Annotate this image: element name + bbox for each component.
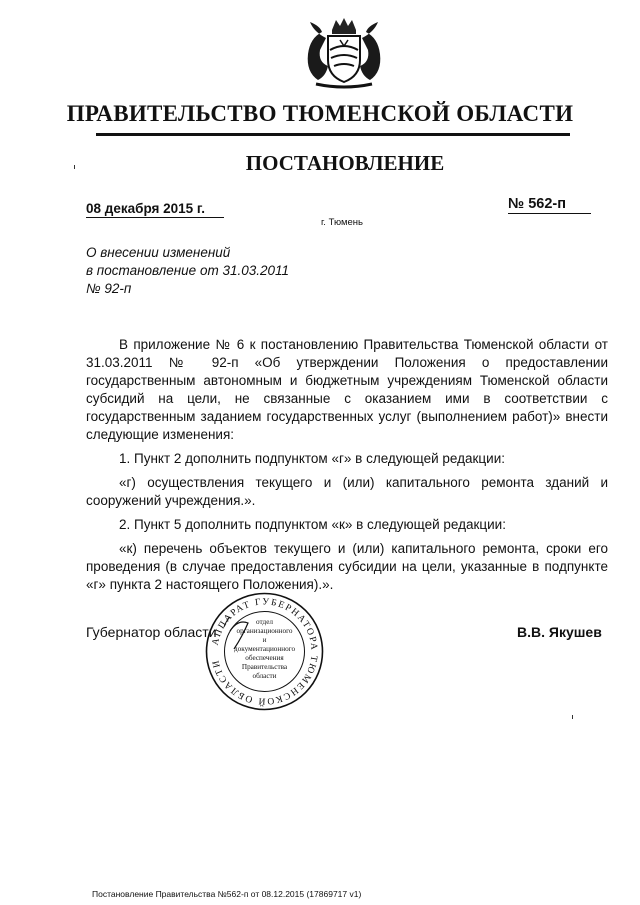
body-paragraph: 2. Пункт 5 дополнить подпунктом «к» в следующей редакции: xyxy=(119,517,506,532)
document-subject xyxy=(86,244,289,298)
body-paragraph: «г) осуществления текущего и (или) капитального ремонта зданий и сооружений учреждения.». xyxy=(86,475,608,508)
body-paragraph: 1. Пункт 2 дополнить подпунктом «г» в следующей редакции: xyxy=(119,451,505,466)
number-underline xyxy=(508,213,591,214)
document-number: № 562-п xyxy=(508,196,566,212)
stamp-outer-text: АППАРАТ ГУБЕРНАТОРА ТЮМЕНСКОЙ ОБЛАСТИ xyxy=(210,597,319,706)
document-date: 08 декабря 2015 г. xyxy=(86,201,205,216)
body-paragraph: «к) перечень объектов текущего и (или) капитального ремонта, сроки его проведения (в случае предоставления субсидии на цели, указанные в подпункте «г» пункта 2 настоящего Положения).». xyxy=(86,541,608,592)
stamp-line: и xyxy=(262,636,267,644)
margin-mark xyxy=(572,715,573,719)
document-type: ПОСТАНОВЛЕНИЕ xyxy=(245,151,445,175)
government-title: ПРАВИТЕЛЬСТВО ТЮМЕНСКОЙ ОБЛАСТИ xyxy=(66,101,574,126)
document-body xyxy=(86,336,608,600)
subject-line: в постановление от 31.03.2011 xyxy=(86,263,290,278)
date-underline xyxy=(86,217,224,218)
subject-line: № 92-п xyxy=(86,281,132,296)
stamp-line: области xyxy=(252,672,277,680)
document-city: г. Тюмень xyxy=(321,217,363,228)
subject-line: О внесении изменений xyxy=(86,245,231,260)
stamp-line: организационного xyxy=(236,627,293,635)
signatory-title: Губернатор области xyxy=(86,624,217,640)
document-footer: Постановление Правительства №562-п от 08.12.2015 (17869717 v1) xyxy=(92,889,362,899)
stamp-line: обеспечения xyxy=(245,654,284,662)
stamp-line: отдел xyxy=(256,618,273,626)
margin-mark xyxy=(74,165,75,169)
signatory-name: В.В. Якушев xyxy=(517,624,602,640)
title-divider xyxy=(96,133,570,136)
stamp-line: Правительства xyxy=(241,663,288,671)
body-paragraph: В приложение № 6 к постановлению Правительства Тюменской области от 31.03.2011 № 92-п «Об утверждении Положения о предоставлении государственным автономным и бюджетным учреждениям Тюменской области субсидий на цели, не связанные с оказанием ими в соответствии с государственным заданием государственных услуг (выполнением работ)» внести следующие изменения: xyxy=(86,337,608,442)
official-stamp xyxy=(204,591,325,712)
tyumen-coat-of-arms-icon xyxy=(300,16,388,90)
stamp-line: документационного xyxy=(233,645,296,653)
